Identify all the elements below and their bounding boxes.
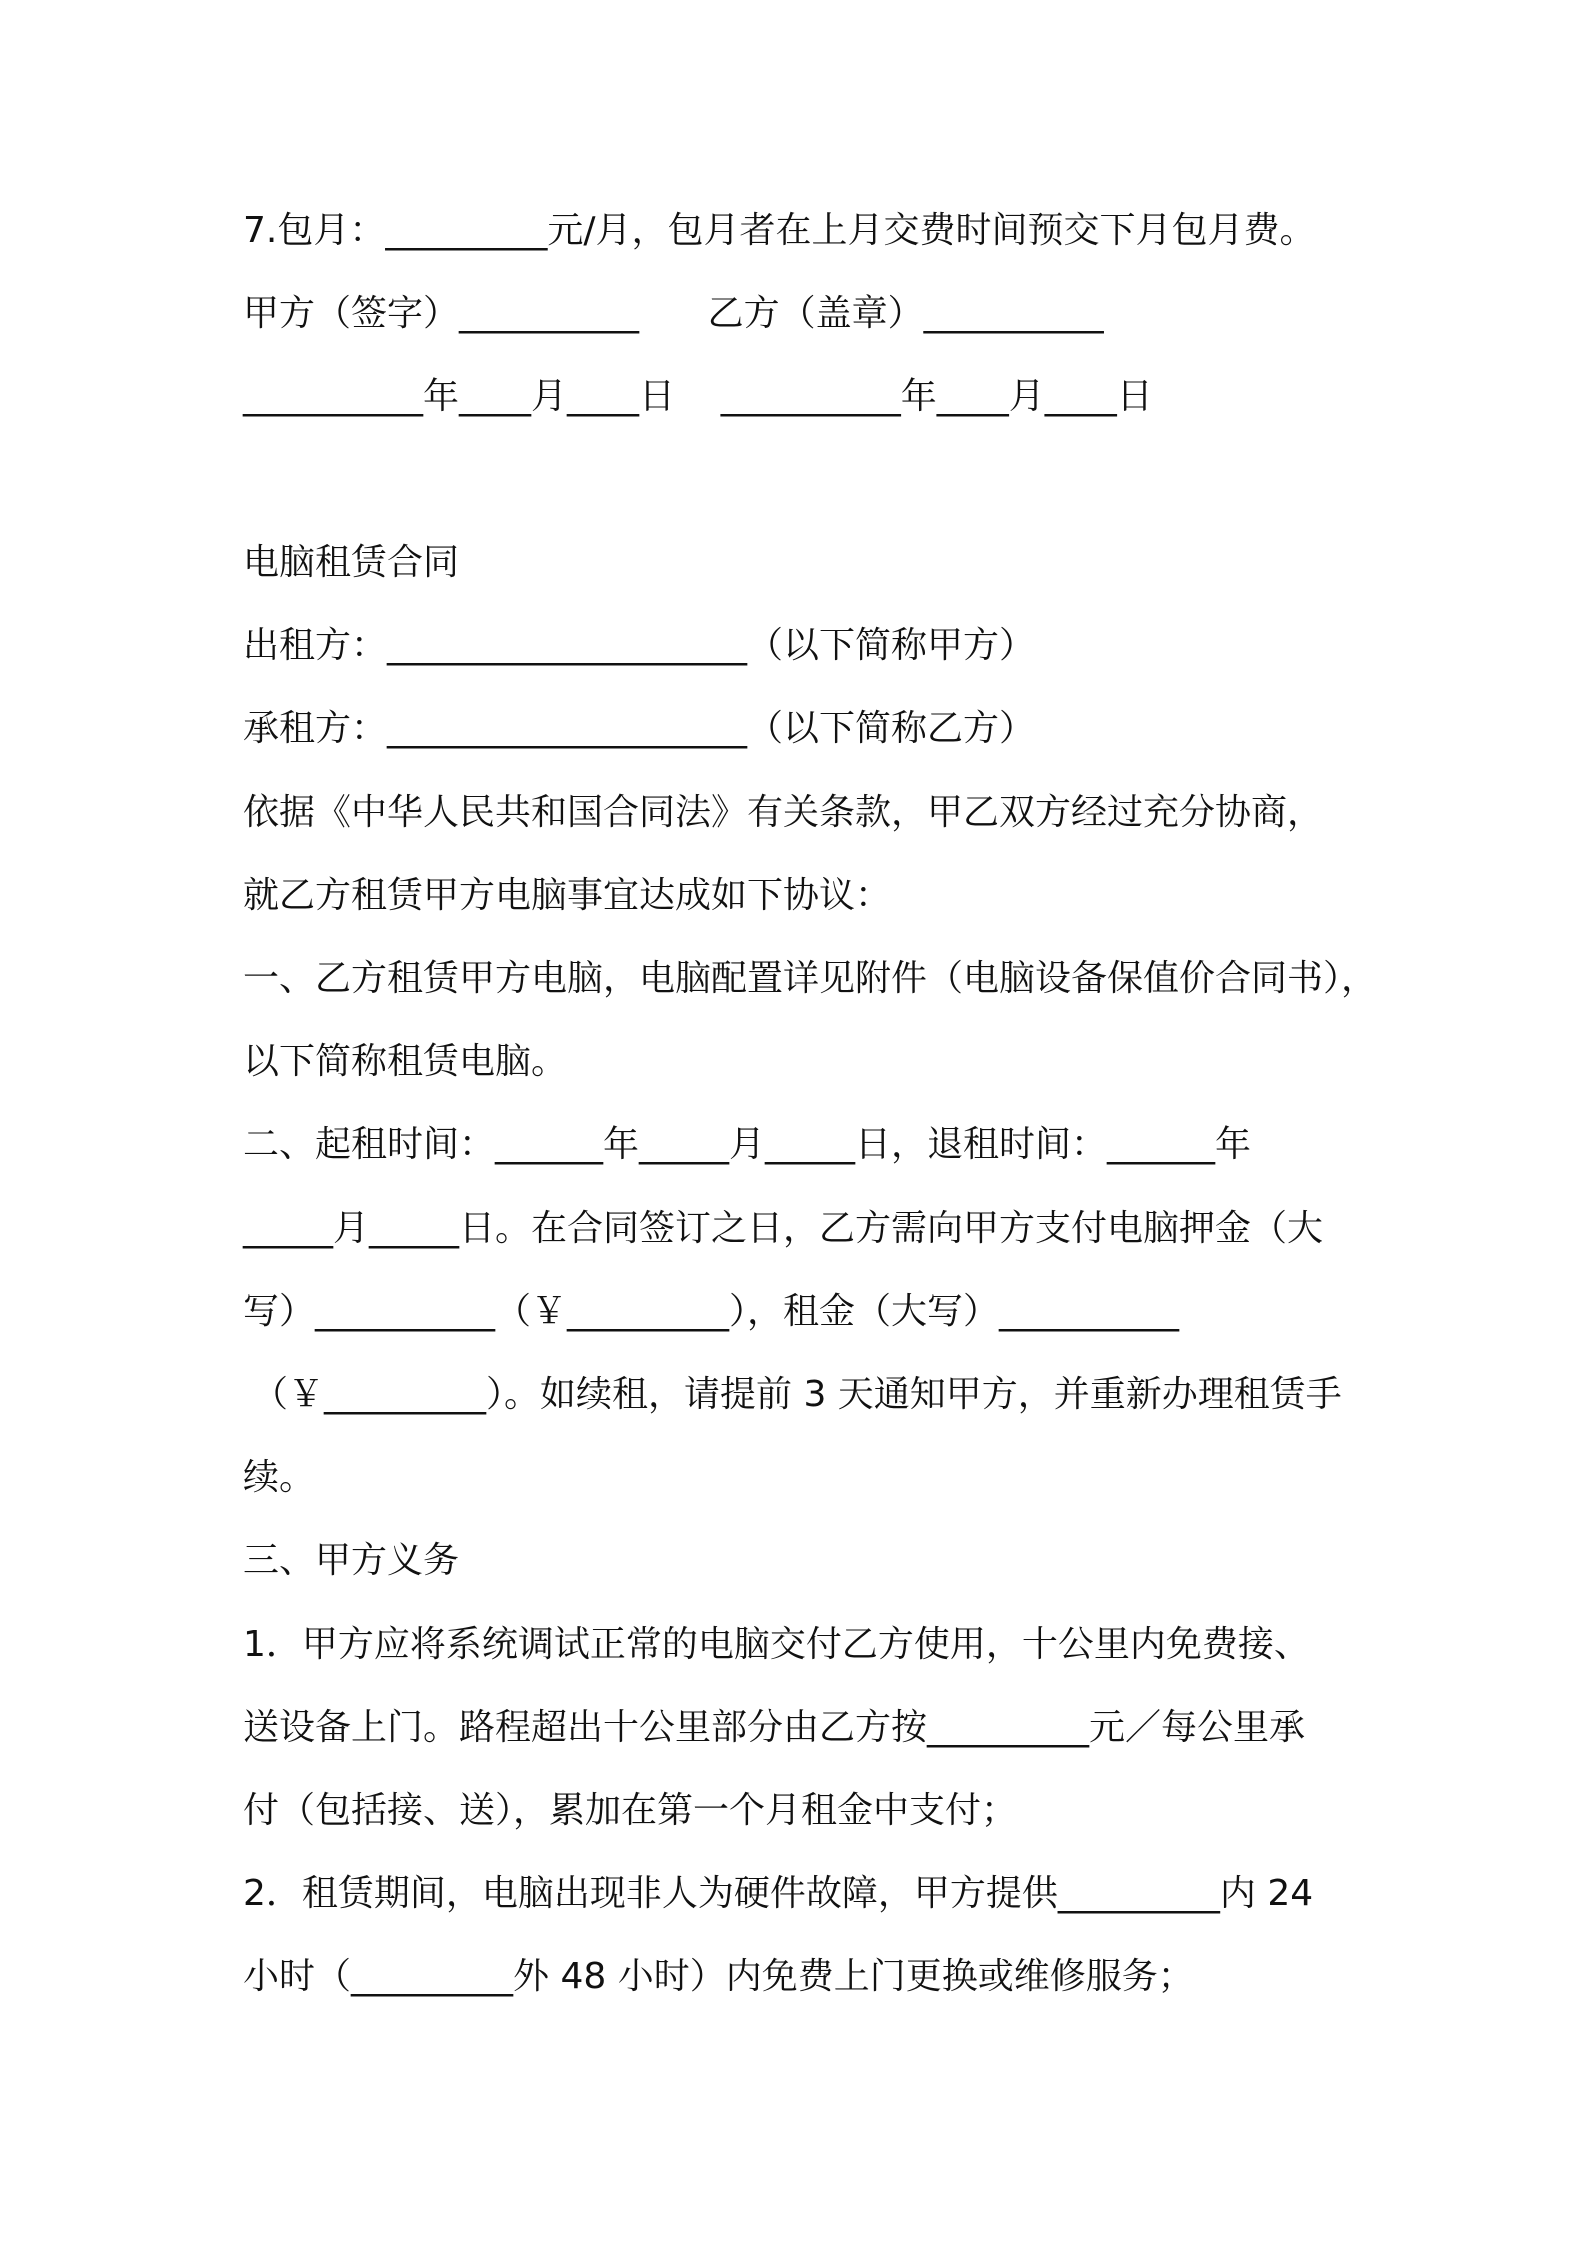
- date-line: __________年____月____日 __________年____月____日: [243, 376, 1153, 417]
- clause-monthly-package: 7.包月：_________元/月，包月者在上月交费时间预交下月包月费。: [243, 210, 1316, 251]
- article-3-item-2-line-2: 小时（_________外 48 小时）内免费上门更换或维修服务；: [243, 1956, 1194, 1997]
- lessor-line: 出租方：____________________（以下简称甲方）: [243, 625, 1036, 666]
- article-2-line-2: _____月_____日。在合同签订之日，乙方需向甲方支付电脑押金（大: [243, 1208, 1324, 1249]
- article-1-line-1: 一、乙方租赁甲方电脑，电脑配置详见附件（电脑设备保值价合同书），: [243, 958, 1378, 999]
- contract-title: 电脑租赁合同: [243, 542, 460, 583]
- preamble-line-1: 依据《中华人民共和国合同法》有关条款，甲乙双方经过充分协商，: [243, 792, 1324, 833]
- article-3-heading: 三、甲方义务: [243, 1540, 460, 1581]
- article-3-item-1-line-1: 1．甲方应将系统调试正常的电脑交付乙方使用，十公里内免费接、: [243, 1624, 1310, 1665]
- article-3-item-2-line-1: 2．租赁期间，电脑出现非人为硬件故障，甲方提供_________内 24: [243, 1873, 1314, 1914]
- article-2-line-5: 续。: [243, 1457, 316, 1498]
- article-3-item-1-line-2: 送设备上门。路程超出十公里部分由乙方按_________元／每公里承: [243, 1707, 1306, 1748]
- lessee-line: 承租方：____________________（以下简称乙方）: [243, 708, 1036, 749]
- preamble-line-2: 就乙方租赁甲方电脑事宜达成如下协议：: [243, 875, 892, 916]
- signature-line: 甲方（签字）__________ 乙方（盖章）__________: [243, 293, 1104, 334]
- article-2-line-3: 写）__________（￥_________），租金（大写）__________: [243, 1291, 1180, 1332]
- article-2-line-4: （￥_________）。如续租，请提前 3 天通知甲方，并重新办理租赁手: [252, 1374, 1342, 1415]
- article-3-item-1-line-3: 付（包括接、送），累加在第一个月租金中支付；: [243, 1790, 1018, 1831]
- article-2-line-1: 二、起租时间：______年_____月_____日，退租时间：______年: [243, 1124, 1252, 1165]
- article-1-line-2: 以下简称租赁电脑。: [243, 1041, 568, 1082]
